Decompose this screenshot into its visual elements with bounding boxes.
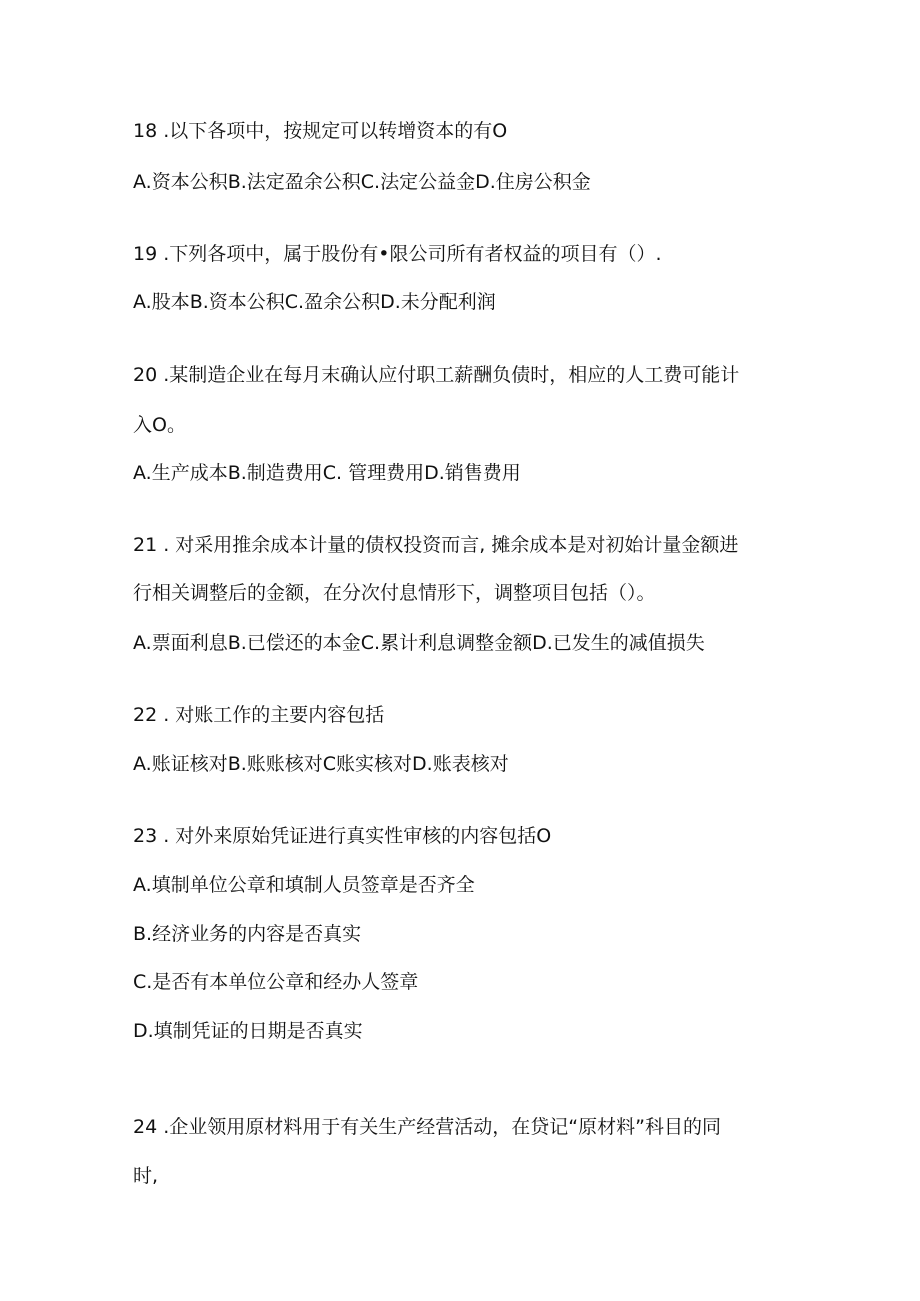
question-23-option-c: C.是否有本单位公章和经办人签章 <box>133 971 419 993</box>
question-21-line-2: 行相关调整后的金额，在分次付息情形下，调整项目包括（）。 <box>133 582 656 604</box>
question-19-options: A.股本B.资本公积C.盈余公积D.未分配利润 <box>133 291 496 313</box>
question-22-options: A.账证核对B.账账核对C账实核对D.账表核对 <box>133 753 509 775</box>
question-21-options: A.票面利息B.已偿还的本金C.累计利息调整金额D.已发生的减值损失 <box>133 632 705 654</box>
question-23-option-b: B.经济业务的内容是否真实 <box>133 923 362 945</box>
question-23-option-a: A.填制单位公章和填制人员签章是否齐全 <box>133 874 475 896</box>
question-20-line-2: 入O。 <box>133 414 186 436</box>
question-18: 18 .以下各项中，按规定可以转增资本的有O <box>133 120 508 142</box>
question-24-line-1: 24 .企业领用原材料用于有关生产经营活动，在贷记“原材料”科目的同 <box>133 1116 721 1138</box>
question-21-line-1: 21 . 对采用推余成本计量的债权投资而言, 摊余成本是对初始计量金额进 <box>133 534 739 556</box>
question-20-options: A.生产成本B.制造费用C. 管理费用D.销售费用 <box>133 462 521 484</box>
question-23-option-d: D.填制凭证的日期是否真实 <box>133 1020 363 1042</box>
question-24-line-2: 时, <box>133 1165 159 1187</box>
question-22: 22 . 对账工作的主要内容包括 <box>133 704 385 726</box>
question-23: 23 . 对外来原始凭证进行真实性审核的内容包括O <box>133 825 552 847</box>
question-19: 19 .下列各项中，属于股份有•限公司所有者权益的项目有（）. <box>133 243 662 265</box>
question-20-line-1: 20 .某制造企业在每月末确认应付职工薪酬负债时，相应的人工费可能计 <box>133 364 740 386</box>
question-18-options: A.资本公积B.法定盈余公积C.法定公益金D.住房公积金 <box>133 171 591 193</box>
